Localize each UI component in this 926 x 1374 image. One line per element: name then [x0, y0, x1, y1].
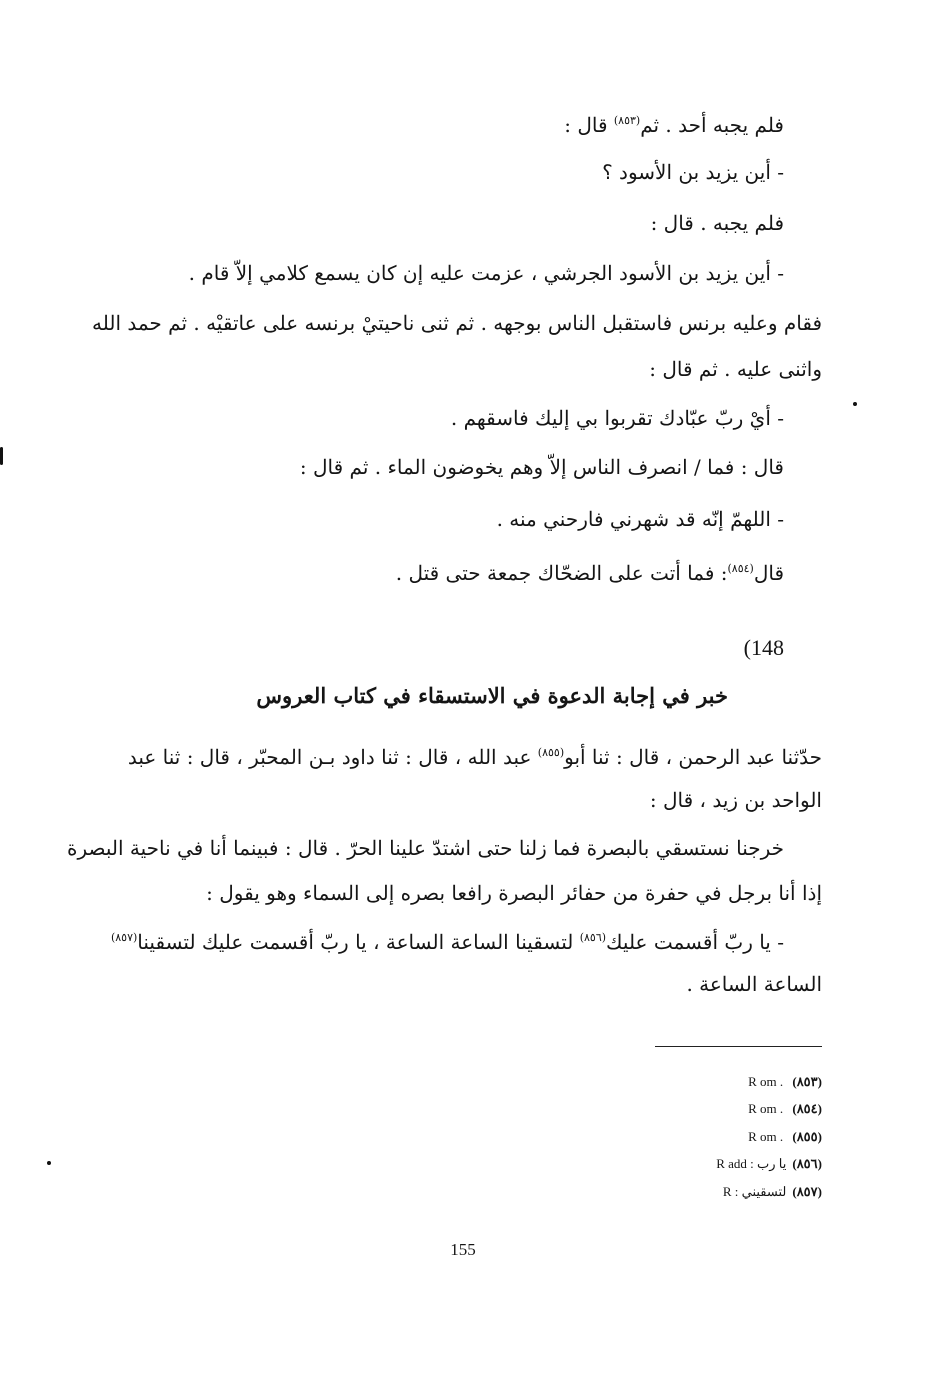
scan-speck	[47, 1161, 51, 1165]
footnote-ref[interactable]: (٨٥٧)	[110, 931, 138, 944]
section-number: (148	[743, 635, 784, 660]
text-line: إذا أنا برجل في حفرة من حفائر البصرة رافعا بصره إلى السماء وهو يقول :	[206, 881, 822, 905]
footnote-ref[interactable]: (٨٥٦)	[579, 931, 607, 944]
footnote: (٨٥٤) R om .	[748, 1101, 822, 1116]
text-line: - أين يزيد بن الأسود الجرشي ، عزمت عليه إن كان يسمع كلامي إلاّ قام .	[188, 261, 784, 285]
scan-speck	[0, 447, 3, 465]
footnote-ref[interactable]: (٨٥٣)	[613, 114, 641, 127]
footnote-separator	[655, 1046, 822, 1047]
text-line: فلم يجبه أحد . ثم$^{(٨٥٣)}$ قال :	[564, 113, 784, 137]
page-number: 155	[450, 1240, 476, 1259]
text-line: - أيْ ربّ عبّادك تقربوا بي إليك فاسقهم .	[450, 406, 784, 430]
scan-speck	[853, 402, 857, 406]
footnote: (٨٥٣) R om .	[748, 1074, 822, 1089]
text-line: فلم يجبه . قال :	[650, 211, 784, 235]
text-line: الواحد بن زيد ، قال :	[649, 788, 822, 812]
footnote: (٨٥٦)يا رب R add :	[716, 1156, 822, 1171]
text-line: - أين يزيد بن الأسود ؟	[602, 160, 784, 184]
text-line: - يا ربّ أقسمت عليك$^{(٨٥٦)}$ لتسقينا الساعة الساعة ، يا ربّ أقسمت عليك لتسقينا$^{(٨٥٧)}$	[110, 930, 784, 954]
text-line: حدّثنا عبد الرحمن ، قال : ثنا أبو$^{(٨٥٥)}$ عبد الله ، قال : ثنا داود بـن المحبّر ، قال : ثنا عبد	[127, 745, 822, 769]
text-line: الساعة الساعة .	[686, 972, 822, 996]
text-line: فقام وعليه برنس فاستقبل الناس بوجهه . ثم ثنى ناحيتيْ برنسه على عاتقيْه . ثم حمد الله	[92, 311, 822, 335]
footnote: (٨٥٧)لتسقيني R :	[722, 1184, 822, 1199]
text-line: خرجنا نستسقي بالبصرة فما زلنا حتى اشتدّ علينا الحرّ . قال : فبينما أنا في ناحية البصرة	[66, 836, 784, 860]
text-line: قال : فما / انصرف الناس إلاّ وهم يخوضون الماء . ثم قال :	[299, 455, 784, 479]
text-line: قال$^{(٨٥٤)}$: فما أتت على الضحّاك جمعة حتى قتل .	[395, 561, 784, 585]
section-title: خبر في إجابة الدعوة في الاستسقاء في كتاب العروس	[256, 683, 728, 708]
footnote: (٨٥٥) R om .	[748, 1129, 822, 1144]
footnote-ref[interactable]: (٨٥٥)	[537, 746, 565, 759]
text-line: - اللهمّ إنّه قد شهرني فارحني منه .	[496, 507, 784, 531]
text-line: واثنى عليه . ثم قال :	[649, 357, 822, 381]
footnote-ref[interactable]: (٨٥٤)	[727, 562, 754, 575]
